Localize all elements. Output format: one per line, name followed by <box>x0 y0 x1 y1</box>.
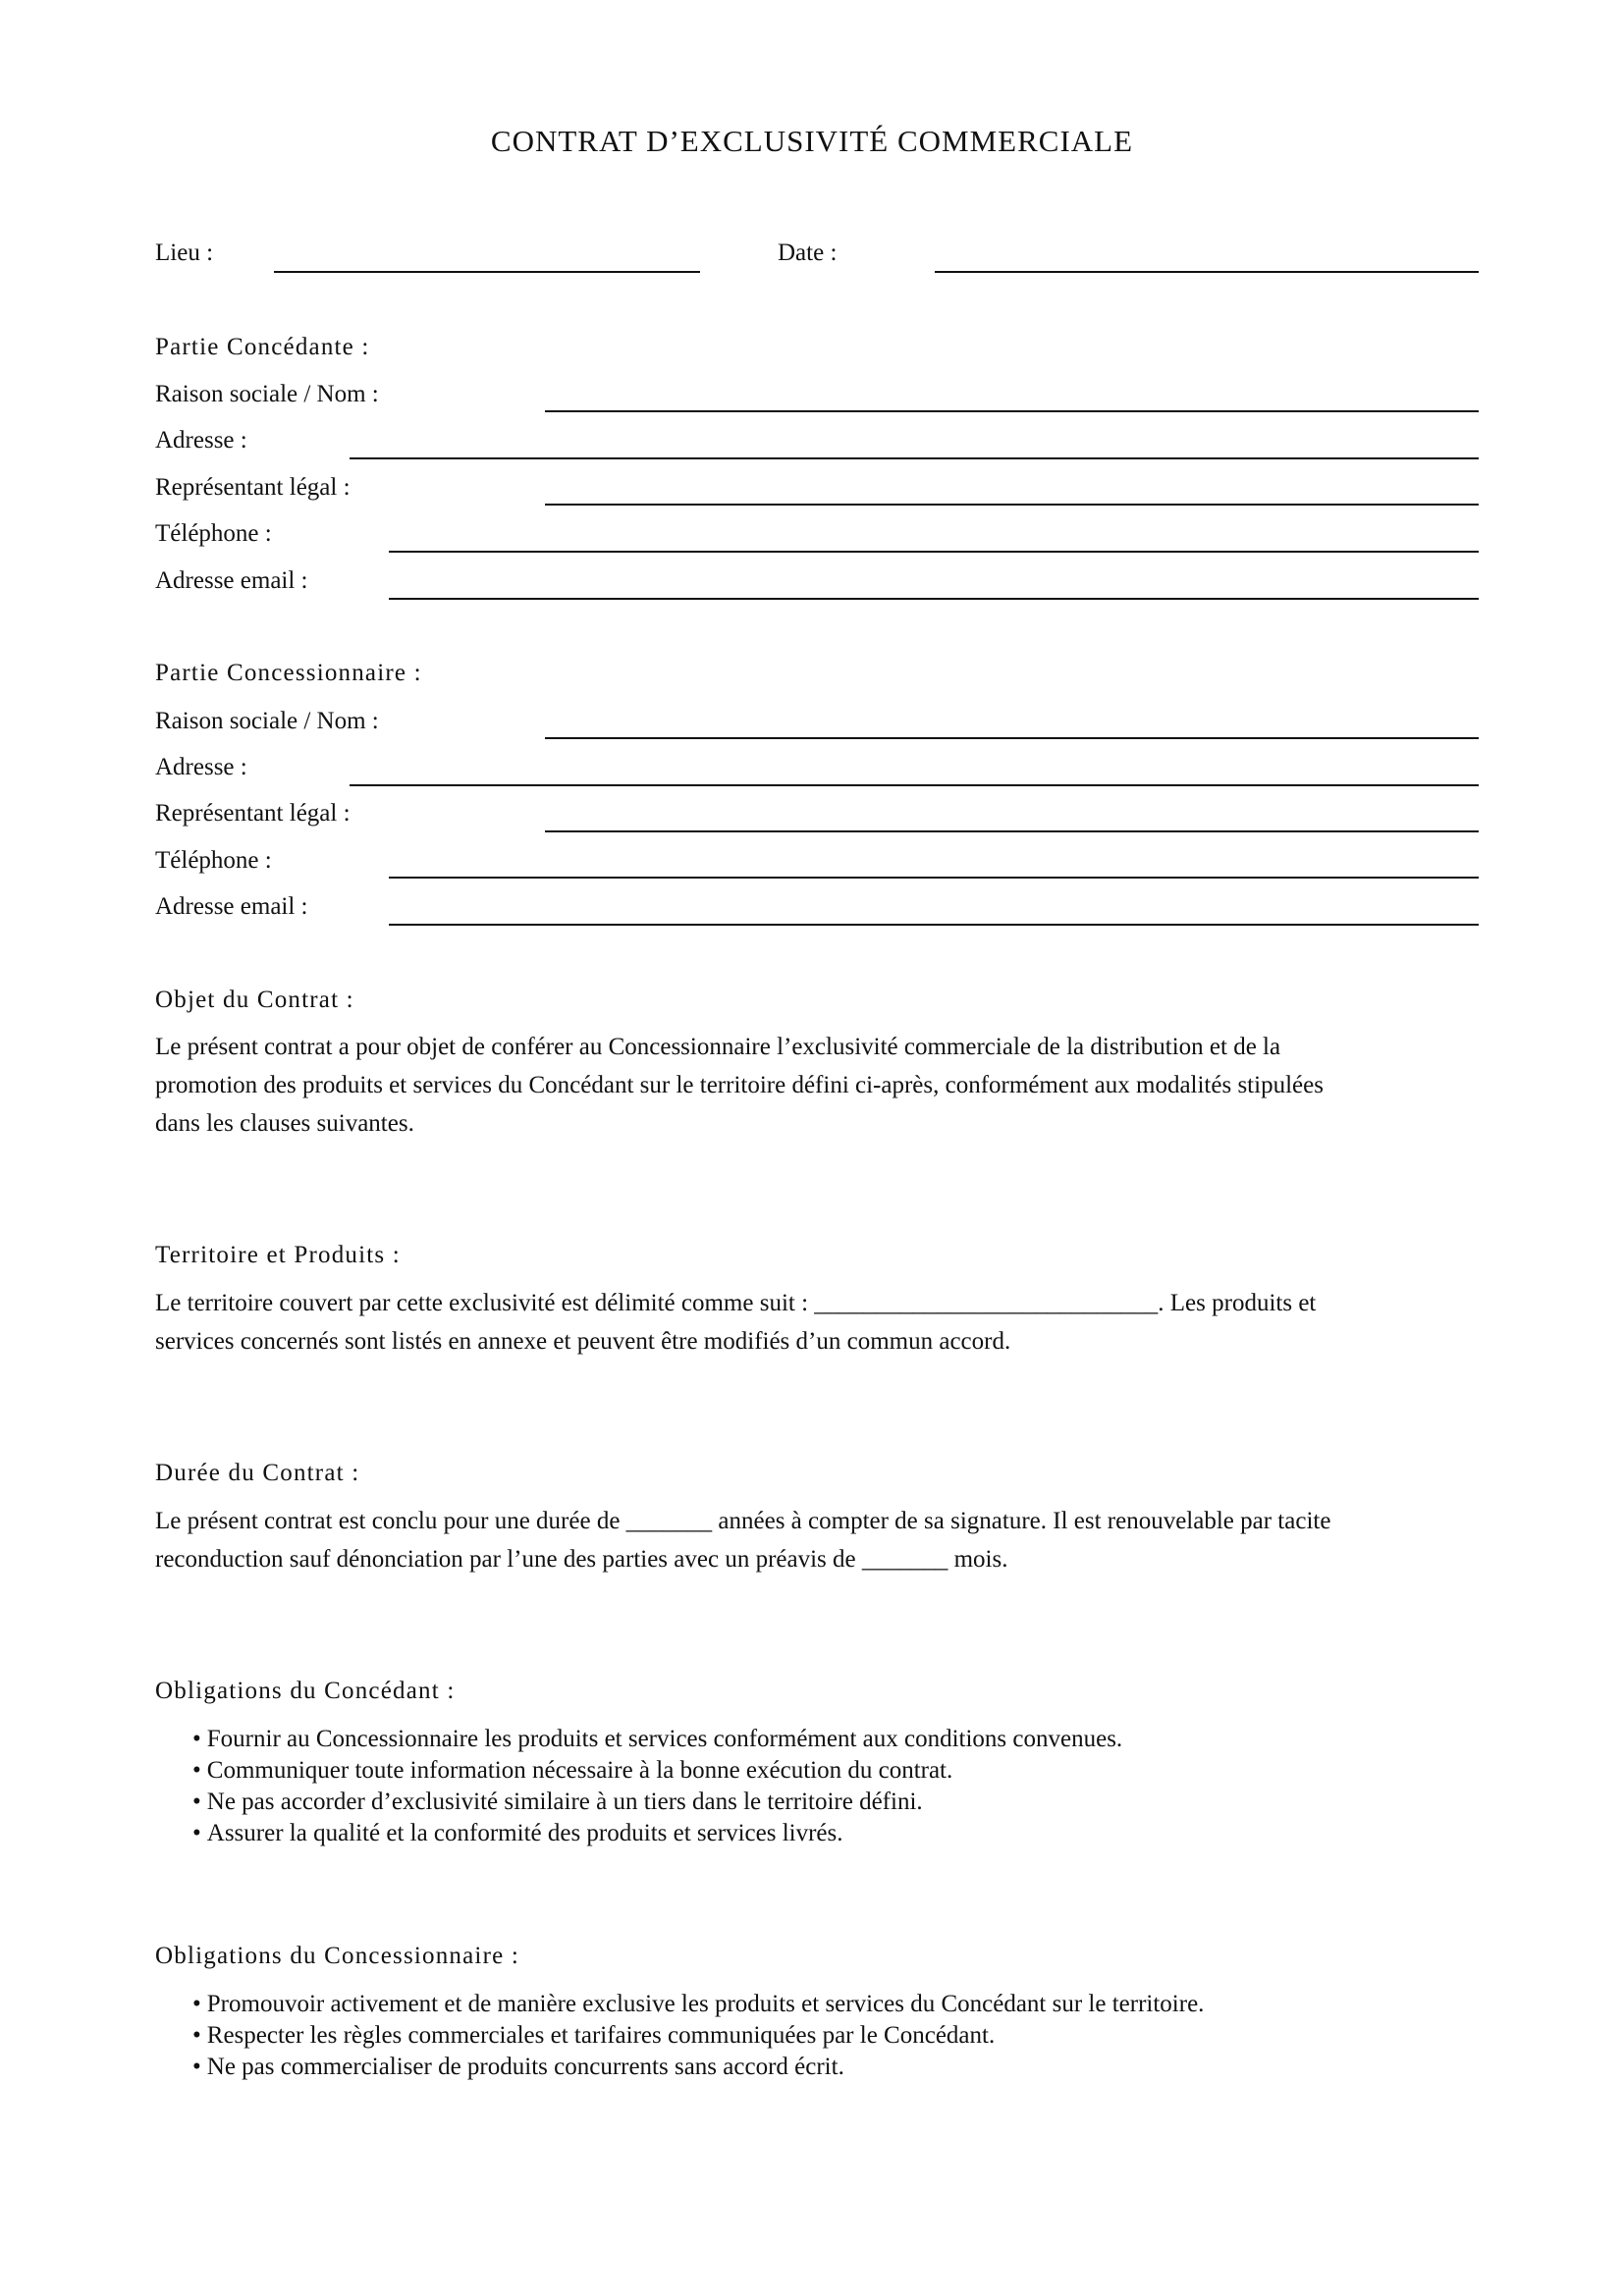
concessionnaire-adresse-field[interactable] <box>350 784 1479 786</box>
territoire-line: Le territoire couvert par cette exclusivité est délimité comme suit : ____________________________. Les produits et <box>155 1290 1317 1316</box>
concedante-raison-field[interactable] <box>545 410 1479 412</box>
date-label: Date : <box>778 240 838 266</box>
concessionnaire-raison-field[interactable] <box>545 737 1479 739</box>
concedante-email-label: Adresse email : <box>155 567 308 594</box>
concedante-adresse-label: Adresse : <box>155 427 247 454</box>
list-item: • Communiquer toute information nécessaire à la bonne exécution du contrat. <box>192 1755 1122 1787</box>
objet-paragraph <box>155 1028 1483 1143</box>
concedante-raison-label: Raison sociale / Nom : <box>155 381 379 407</box>
concedante-email-field[interactable] <box>389 598 1479 600</box>
concessionnaire-email-label: Adresse email : <box>155 893 308 920</box>
concedante-representant-field[interactable] <box>545 504 1479 506</box>
duree-line: Le présent contrat est conclu pour une durée de _______ années à compter de sa signature. Il est renouvelable par tacite <box>155 1508 1331 1534</box>
concessionnaire-representant-field[interactable] <box>545 830 1479 832</box>
concessionnaire-telephone-field[interactable] <box>389 877 1479 879</box>
document-title: CONTRAT D’EXCLUSIVITÉ COMMERCIALE <box>490 124 1134 158</box>
objet-line: dans les clauses suivantes. <box>155 1110 414 1137</box>
objet-heading: Objet du Contrat : <box>155 987 354 1013</box>
duree-heading: Durée du Contrat : <box>155 1460 360 1486</box>
objet-line: Le présent contrat a pour objet de conférer au Concessionnaire l’exclusivité commerciale de la distribution et de la <box>155 1034 1281 1060</box>
objet-line: promotion des produits et services du Concédant sur le territoire défini ci-après, conformément aux modalités stipulées <box>155 1072 1324 1098</box>
duree-line: reconduction sauf dénonciation par l’une des parties avec un préavis de _______ mois. <box>155 1546 1008 1573</box>
date-field[interactable] <box>935 271 1479 273</box>
obligations-concessionnaire-heading: Obligations du Concessionnaire : <box>155 1943 519 1969</box>
list-item: • Promouvoir activement et de manière exclusive les produits et services du Concédant sur le territoire. <box>192 1989 1204 2020</box>
concessionnaire-raison-label: Raison sociale / Nom : <box>155 708 379 734</box>
list-item: • Ne pas accorder d’exclusivité similaire à un tiers dans le territoire défini. <box>192 1787 1122 1818</box>
territoire-line: services concernés sont listés en annexe et peuvent être modifiés d’un commun accord. <box>155 1328 1011 1355</box>
concessionnaire-representant-label: Représentant légal : <box>155 800 351 827</box>
duree-paragraph <box>155 1502 1483 1578</box>
list-item: • Assurer la qualité et la conformité des produits et services livrés. <box>192 1818 1122 1849</box>
territoire-paragraph <box>155 1284 1483 1361</box>
concessionnaire-adresse-label: Adresse : <box>155 754 247 780</box>
concessionnaire-email-field[interactable] <box>389 924 1479 926</box>
list-item: • Fournir au Concessionnaire les produits et services conformément aux conditions convenues. <box>192 1724 1122 1755</box>
concedante-representant-label: Représentant légal : <box>155 474 351 501</box>
obligations-concedant-list <box>192 1724 1122 1849</box>
concessionnaire-heading: Partie Concessionnaire : <box>155 660 422 686</box>
lieu-field[interactable] <box>274 271 700 273</box>
concessionnaire-telephone-label: Téléphone : <box>155 847 272 874</box>
concedante-telephone-field[interactable] <box>389 551 1479 553</box>
concedante-heading: Partie Concédante : <box>155 334 370 360</box>
obligations-concedant-heading: Obligations du Concédant : <box>155 1678 456 1704</box>
concedante-telephone-label: Téléphone : <box>155 520 272 547</box>
list-item: • Ne pas commercialiser de produits concurrents sans accord écrit. <box>192 2052 1204 2083</box>
list-item: • Respecter les règles commerciales et tarifaires communiquées par le Concédant. <box>192 2020 1204 2052</box>
obligations-concessionnaire-list <box>192 1989 1204 2083</box>
concedante-adresse-field[interactable] <box>350 457 1479 459</box>
territoire-heading: Territoire et Produits : <box>155 1242 401 1268</box>
lieu-label: Lieu : <box>155 240 214 266</box>
